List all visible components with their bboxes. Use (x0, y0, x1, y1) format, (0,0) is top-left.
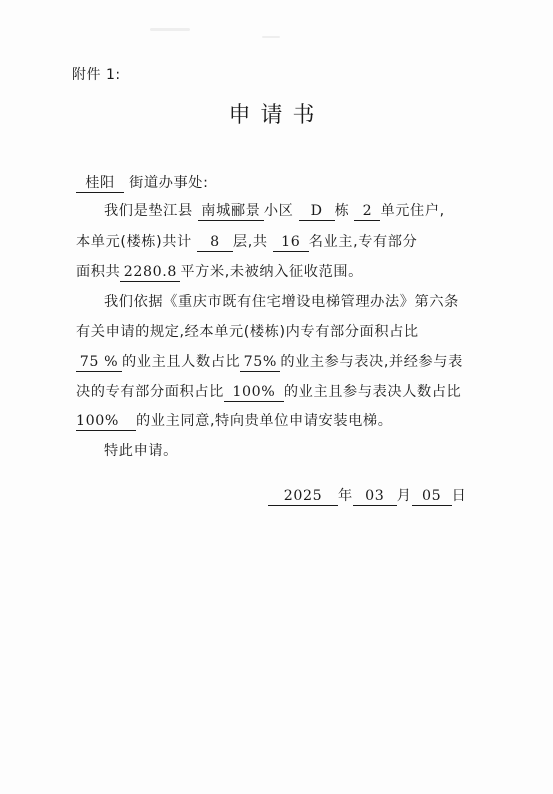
street-name: 桂阳 (76, 174, 124, 193)
text: 的业主且参与表决人数占比 (283, 384, 462, 400)
para2-line5 (76, 411, 393, 431)
text: 名业主,专有部分 (308, 234, 418, 250)
text: 面积共 (76, 264, 121, 280)
text: 我们是垫江县 (104, 203, 193, 219)
text: 单元住户, (380, 203, 445, 219)
closing-line: 特此申请。 (104, 443, 178, 459)
scan-mark (150, 28, 190, 31)
para1-line1 (104, 201, 445, 221)
floor-count: 8 (197, 233, 233, 252)
attachment-label: 附件 1: (72, 67, 121, 83)
text: 的业主且人数占比 (122, 354, 241, 370)
area-ratio: 75 % (76, 353, 122, 372)
scan-mark (262, 36, 280, 38)
para2-line1 (104, 292, 459, 312)
text: 我们依据《重庆市既有住宅增设电梯管理办法》第六条 (104, 294, 459, 310)
para1-line3 (76, 262, 363, 282)
year-label: 年 (338, 488, 353, 504)
owner-count: 16 (273, 233, 309, 252)
text: 小区 (263, 203, 294, 219)
para2-line3 (76, 352, 463, 372)
para1-line2 (76, 232, 417, 252)
total-area: 2280.8 (120, 263, 180, 282)
text: 层,共 (232, 234, 268, 250)
para2-line2 (76, 322, 419, 342)
date-month: 03 (353, 487, 397, 506)
page-title: 申请书 (228, 103, 325, 128)
text: 平方米,未被纳入征收范围。 (180, 264, 363, 280)
date-year: 2025 (268, 487, 338, 506)
month-label: 月 (396, 488, 412, 504)
unit-number: 2 (354, 202, 380, 221)
vote-people-ratio: 100% (76, 412, 136, 431)
date-line (268, 486, 466, 506)
building-number: D (299, 202, 335, 221)
text: 本单元(楼栋)共计 (76, 234, 192, 250)
text: 有关申请的规定,经本单元(楼栋)内专有部分面积占比 (76, 324, 419, 340)
text: 的业主同意,特向贵单位申请安装电梯。 (136, 413, 393, 429)
text: 决的专有部分面积占比 (76, 384, 224, 400)
addressee-suffix: 街道办事处: (129, 175, 209, 191)
vote-area-ratio: 100% (224, 383, 284, 402)
date-day: 05 (412, 487, 452, 506)
addressee-line (76, 173, 208, 193)
day-label: 日 (451, 488, 467, 504)
para2-line4 (76, 382, 461, 402)
text: 的业主参与表决,并经参与表 (280, 354, 463, 370)
people-ratio: 75% (240, 353, 280, 372)
text: 栋 (334, 203, 350, 219)
community-name: 南城郦景 (198, 202, 264, 221)
